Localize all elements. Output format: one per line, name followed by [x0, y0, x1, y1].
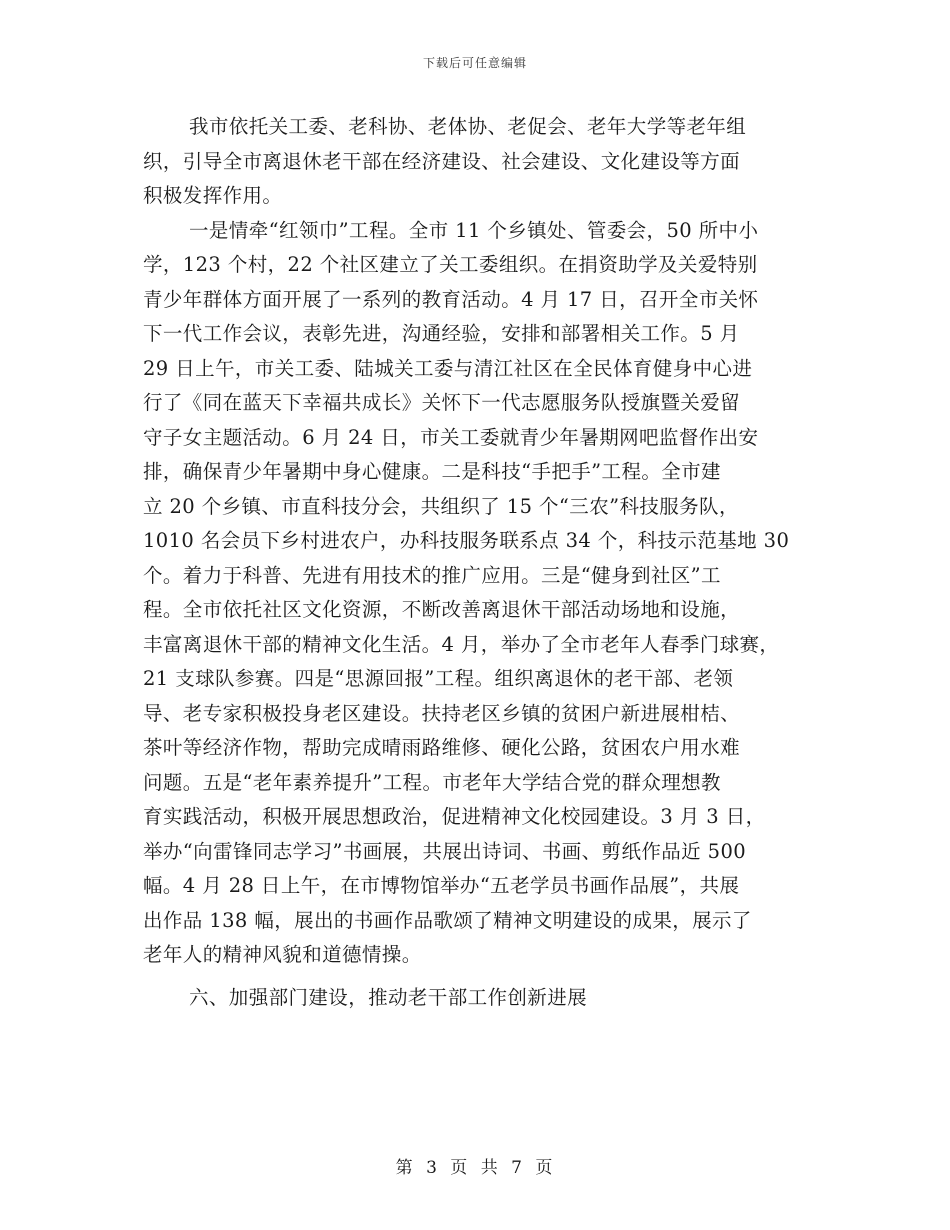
section-heading: 六、加强部门建设，推动老干部工作创新进展	[189, 985, 588, 1009]
text-line: 排，确保青少年暑期中身心健康。二是科技“手把手”工程。全市建	[143, 460, 721, 483]
text-line: 青少年群体方面开展了一系列的教育活动。4 月 17 日，召开全市关怀	[143, 287, 759, 311]
text-line: 育实践活动，积极开展思想政治，促进精神文化校园建设。3 月 3 日，	[143, 805, 766, 828]
text-line: 一是情牵“红领巾”工程。全市 11 个乡镇处、管委会，50 所中小	[189, 218, 759, 242]
paragraph-2	[143, 214, 823, 973]
page-header: 下载后可任意编辑	[422, 56, 527, 70]
text-line: 积极发挥作用。	[143, 184, 283, 207]
text-line: 立 20 个乡镇、市直科技分会，共组织了 15 个“三农”科技服务队，	[143, 494, 739, 518]
text-line: 我市依托关工委、老科协、老体协、老促会、老年大学等老年组	[189, 115, 747, 138]
text-line: 1010 名会员下乡村进农户，办科技服务联系点 34 个，科技示范基地 30	[143, 529, 790, 552]
text-line: 行了《同在蓝天下幸福共成长》关怀下一代志愿服务队授旗暨关爱留	[143, 391, 741, 414]
text-line: 丰富离退休干部的精神文化生活。4 月，举办了全市老年人春季门球赛，	[143, 632, 780, 656]
text-line: 29 日上午，市关工委、陆城关工委与清江社区在全民体育健身中心进	[143, 356, 753, 380]
text-line: 导、老专家积极投身老区建设。扶持老区乡镇的贫困户新进展柑桔、	[143, 701, 741, 725]
text-line: 举办“向雷锋同志学习”书画展，共展出诗词、书画、剪纸作品近 500	[143, 839, 747, 863]
text-line: 程。全市依托社区文化资源，不断改善离退休干部活动场地和设施，	[143, 598, 741, 621]
text-line: 21 支球队参赛。四是“思源回报”工程。组织离退休的老干部、老领	[143, 667, 734, 690]
text-line: 守子女主题活动。6 月 24 日，市关工委就青少年暑期网吧监督作出安	[143, 425, 759, 449]
text-line: 织，引导全市离退休老干部在经济建设、社会建设、文化建设等方面	[143, 149, 741, 173]
text-line: 老年人的精神风貌和道德情操。	[143, 943, 422, 966]
text-line: 学，123 个村，22 个社区建立了关工委组织。在捐资助学及关爱特别	[143, 253, 758, 276]
text-line: 下一代工作会议，表彰先进，沟通经验，安排和部署相关工作。5 月	[143, 322, 740, 345]
text-line: 个。着力于科普、先进有用技术的推广应用。三是“健身到社区”工	[143, 563, 721, 587]
text-line: 幅。4 月 28 日上午，在市博物馆举办“五老学员书画作品展”，共展	[143, 874, 740, 897]
body-text	[143, 110, 823, 1015]
text-line: 出作品 138 幅，展出的书画作品歌颂了精神文明建设的成果，展示了	[143, 908, 752, 932]
text-line: 茶叶等经济作物，帮助完成晴雨路维修、硬化公路，贫困农户用水难	[143, 736, 741, 759]
text-line: 问题。五是“老年素养提升”工程。市老年大学结合党的群众理想教	[143, 770, 721, 794]
page-footer: 第 3 页 共 7 页	[395, 1158, 555, 1178]
paragraph-1	[143, 110, 823, 214]
